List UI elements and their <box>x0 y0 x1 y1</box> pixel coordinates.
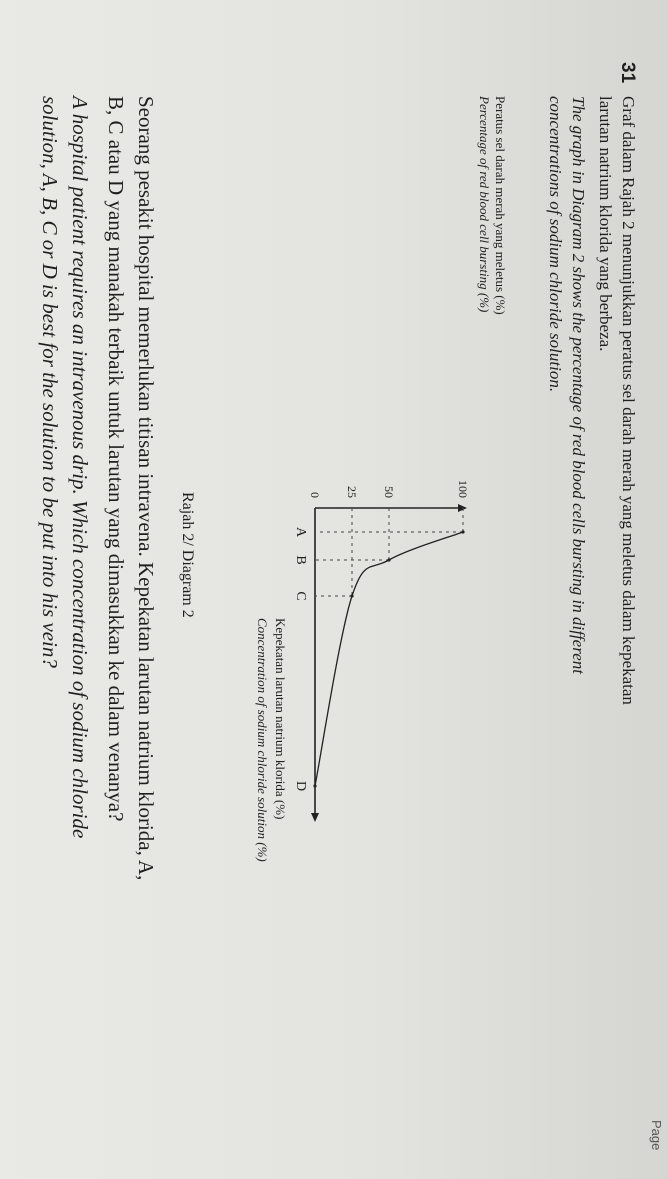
x-axis-label-en: Concentration of sodium chloride solution (%) <box>255 618 270 862</box>
graph-guides <box>315 508 463 786</box>
intro-en-line-1: The graph in Diagram 2 shows the percentage of red blood cells bursting in different <box>569 96 588 674</box>
intro-ms-line-2: larutan natrium klorida yang berbeza. <box>596 96 615 352</box>
x-axis-arrow <box>311 813 319 822</box>
y-tick-label: 100 <box>456 480 470 498</box>
graph-curve-layer <box>313 530 464 787</box>
x-axis-label-ms: Kepekatan larutan natrium klorida (%) <box>273 618 288 820</box>
data-point-a <box>461 530 464 533</box>
data-point-d <box>313 784 316 787</box>
intro-en-line-2: concentrations of sodium chloride solution. <box>546 96 565 393</box>
page-corner-label: Page <box>649 1120 664 1151</box>
question-en-line-2: solution, A, B, C or D is best for the solution to be put into his vein? <box>38 96 62 668</box>
data-point-c <box>350 594 353 597</box>
question-number: 31 <box>617 62 638 84</box>
y-axis-label-en: Percentage of red blood cell bursting (%) <box>477 96 492 313</box>
x-tick-label-d: D <box>293 780 308 792</box>
y-tick-label: 50 <box>382 486 396 498</box>
x-tick-label-a: A <box>293 526 308 538</box>
question-ms-line-1: Seorang pesakit hospital memerlukan titisan intravena. Kepekatan larutan natrium klorida, A, <box>134 96 158 881</box>
graph-ticks <box>293 480 470 791</box>
data-point-b <box>387 558 390 561</box>
question-en-line-1: A hospital patient requires an intravenous drip. Which concentration of sodium chloride <box>68 96 92 839</box>
bursting-curve <box>315 532 463 786</box>
y-axis-label-ms: Peratus sel darah merah yang meletus (%) <box>493 96 508 315</box>
diagram-caption: Rajah 2/ Diagram 2 <box>179 492 196 618</box>
intro-ms-line-1: Graf dalam Rajah 2 menunjukkan peratus sel darah merah yang meletus dalam kepekatan <box>619 96 638 705</box>
question-ms-line-2: B, C atau D yang manakah terbaik untuk larutan yang dimasukkan ke dalam venanya? <box>104 96 128 822</box>
x-tick-label-b: B <box>293 555 308 565</box>
y-tick-label: 25 <box>345 486 359 498</box>
y-tick-label: 0 <box>308 492 322 498</box>
x-tick-label-c: C <box>293 591 308 601</box>
